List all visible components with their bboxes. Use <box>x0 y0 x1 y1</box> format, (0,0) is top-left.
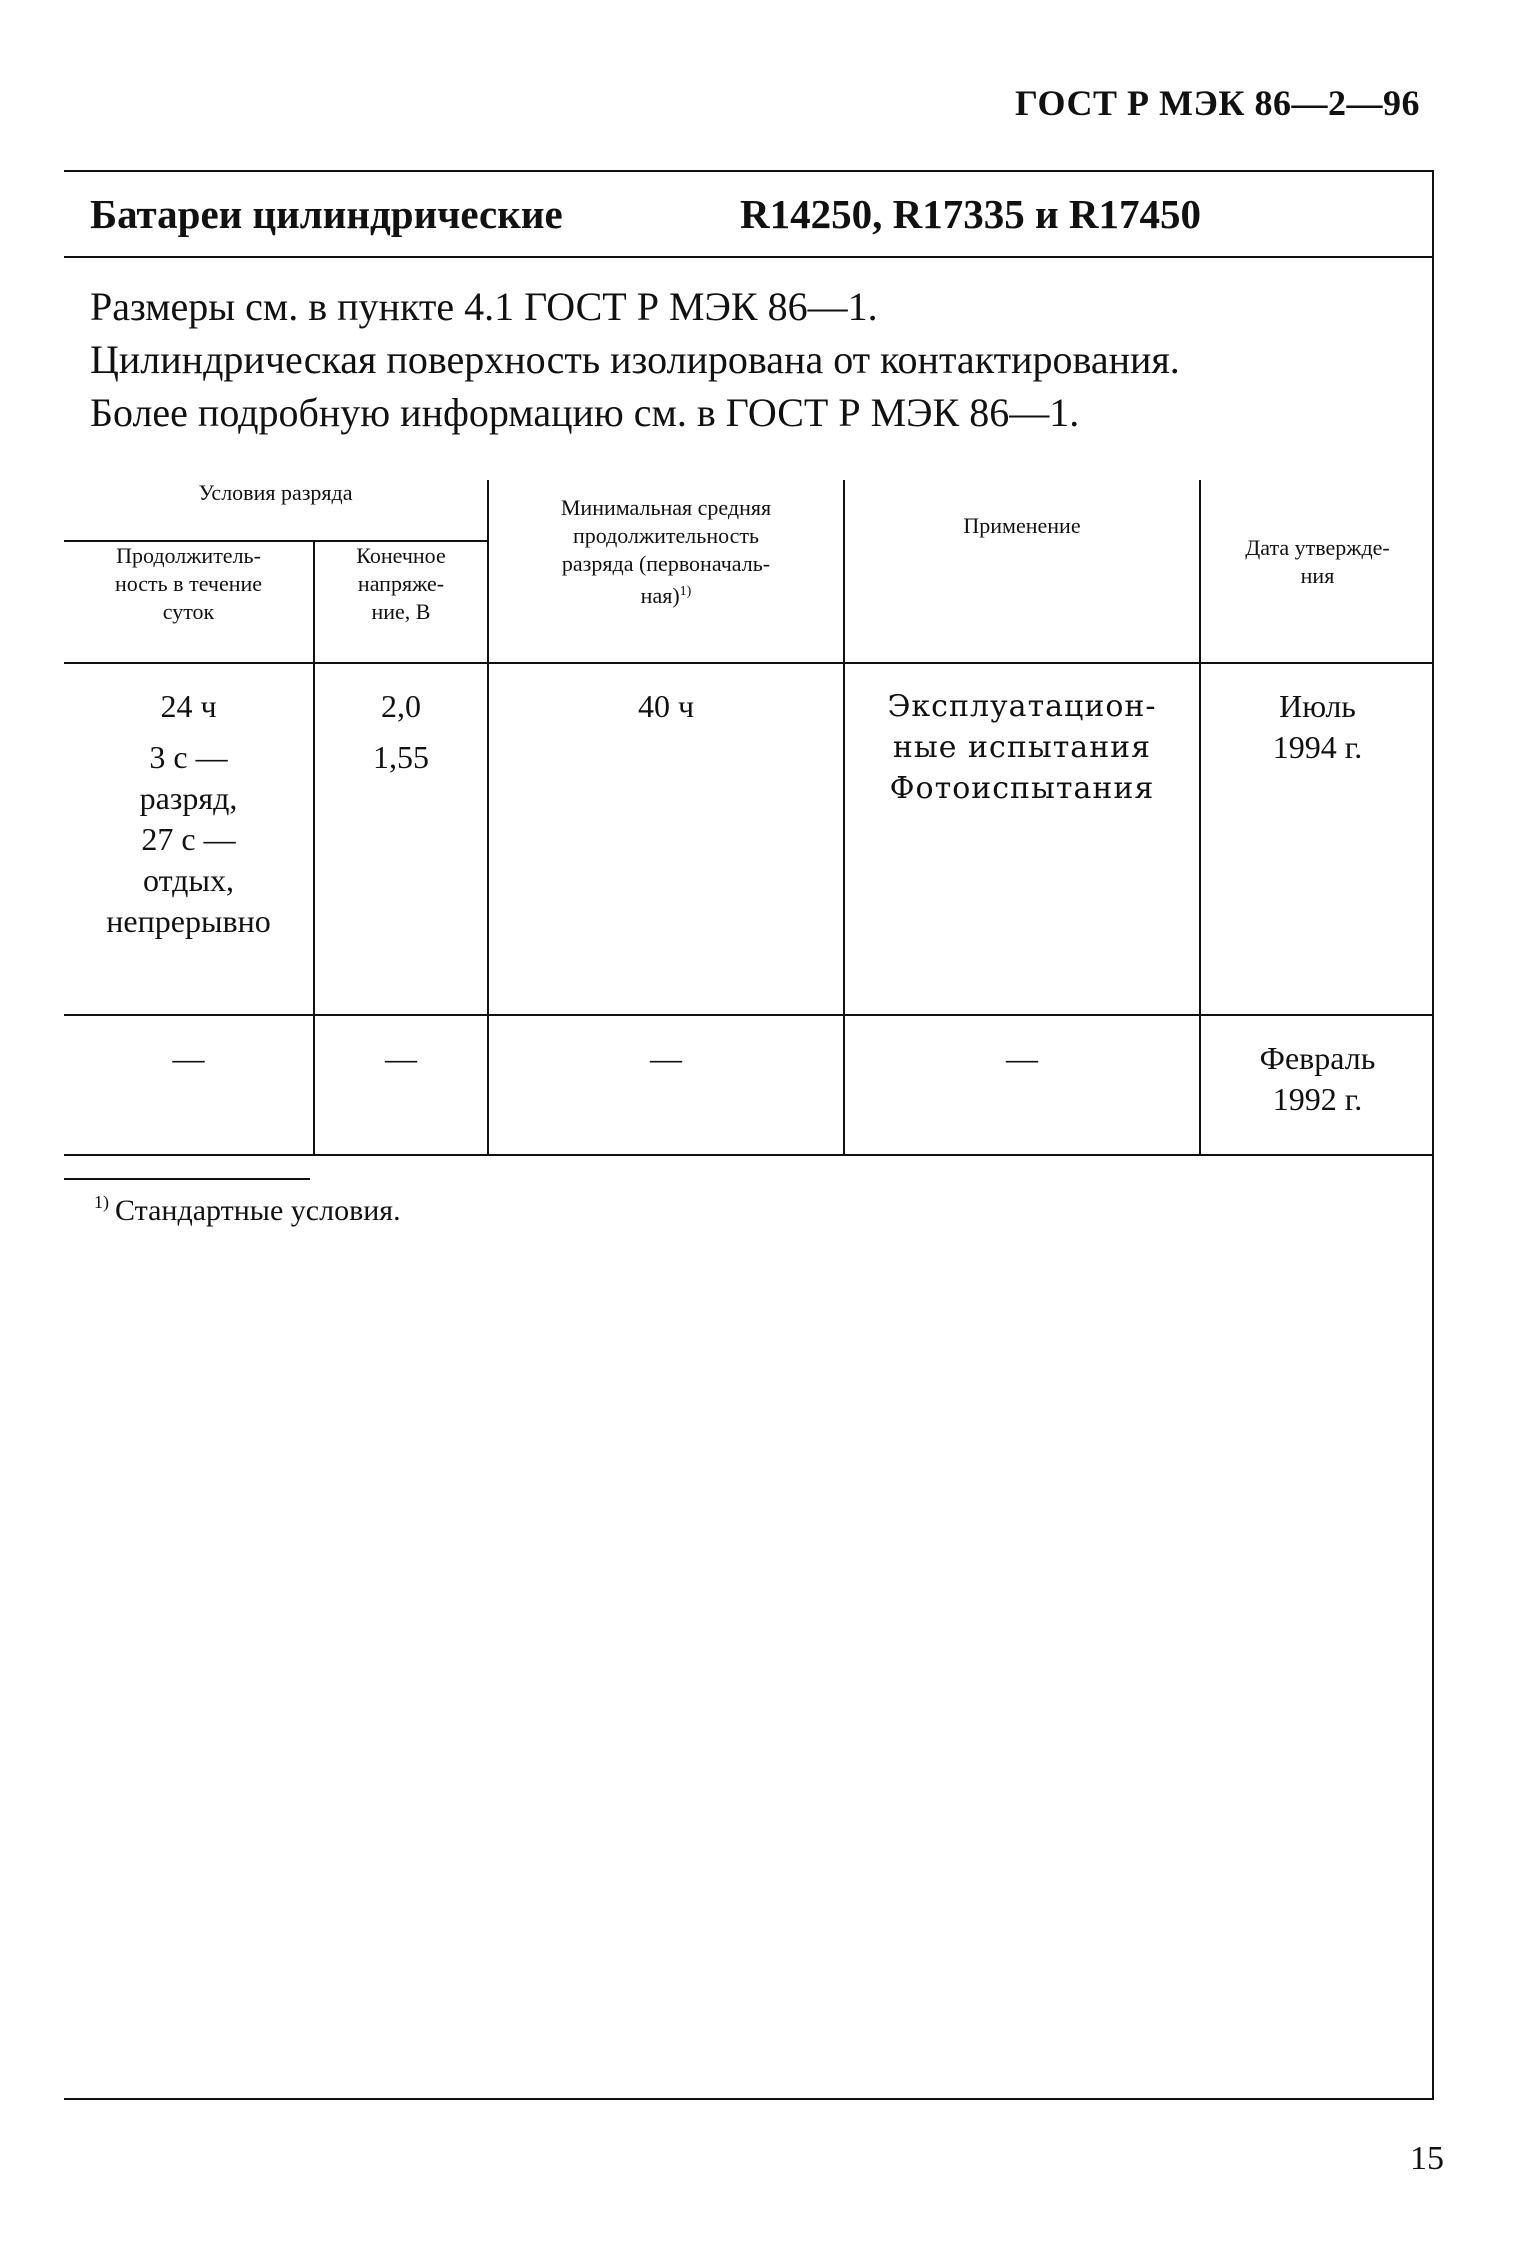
application-header: Применение <box>844 480 1200 663</box>
duration-per-day-header: Продолжитель- ность в течение суток <box>64 541 314 663</box>
application-cell: Эксплуатацион- ные испытания Фотоиспытания <box>844 663 1200 1015</box>
note-line: Цилиндрическая поверхность изолирована от контактирования. <box>90 337 1180 382</box>
footnote-mark: 1) <box>94 1192 109 1212</box>
battery-designations: R14250, R17335 и R17450 <box>740 191 1201 237</box>
voltage-cell: 2,0 1,55 <box>314 663 488 1015</box>
table-row <box>64 663 1434 1015</box>
duration-cell: 24 ч 3 с — разряд, 27 с — отдых, непрерывно <box>64 663 314 1015</box>
approval-date-cell: Июль 1994 г. <box>1200 663 1434 1015</box>
footnote-text: Стандартные условия. <box>115 1194 401 1227</box>
duration-cell: — <box>64 1015 314 1155</box>
document-number: ГОСТ Р МЭК 86—2—96 <box>1015 83 1420 123</box>
notes-block <box>90 280 1180 439</box>
note-line: Более подробную информацию см. в ГОСТ Р МЭК 86—1. <box>90 390 1080 435</box>
standard-frame <box>64 170 1434 2100</box>
approval-date-cell: Февраль 1992 г. <box>1200 1015 1434 1155</box>
title-bar <box>64 172 1432 258</box>
note-line: Размеры см. в пункте 4.1 ГОСТ Р МЭК 86—1. <box>90 284 878 329</box>
discharge-conditions-header: Условия разряда <box>64 480 488 541</box>
table-header-row <box>64 480 1434 541</box>
end-voltage-header: Конечное напряже- ние, В <box>314 541 488 663</box>
footnote <box>94 1192 401 1228</box>
table-row <box>64 1015 1434 1155</box>
min-duration-cell: — <box>488 1015 844 1155</box>
min-avg-duration-header: Минимальная средняя продолжительность разряда (первоначаль- ная)$^{1)}$ <box>488 480 844 663</box>
voltage-cell: — <box>314 1015 488 1155</box>
discharge-spec-table <box>64 480 1434 1156</box>
approval-date-header: Дата утвержде- ния <box>1200 480 1434 663</box>
footnote-divider <box>64 1178 310 1180</box>
footnote-mark: 1) <box>679 584 692 599</box>
page-number: 15 <box>1410 2140 1444 2177</box>
battery-type-title: Батареи цилиндрические <box>90 191 563 237</box>
min-duration-cell: 40 ч <box>488 663 844 1015</box>
application-cell: — <box>844 1015 1200 1155</box>
